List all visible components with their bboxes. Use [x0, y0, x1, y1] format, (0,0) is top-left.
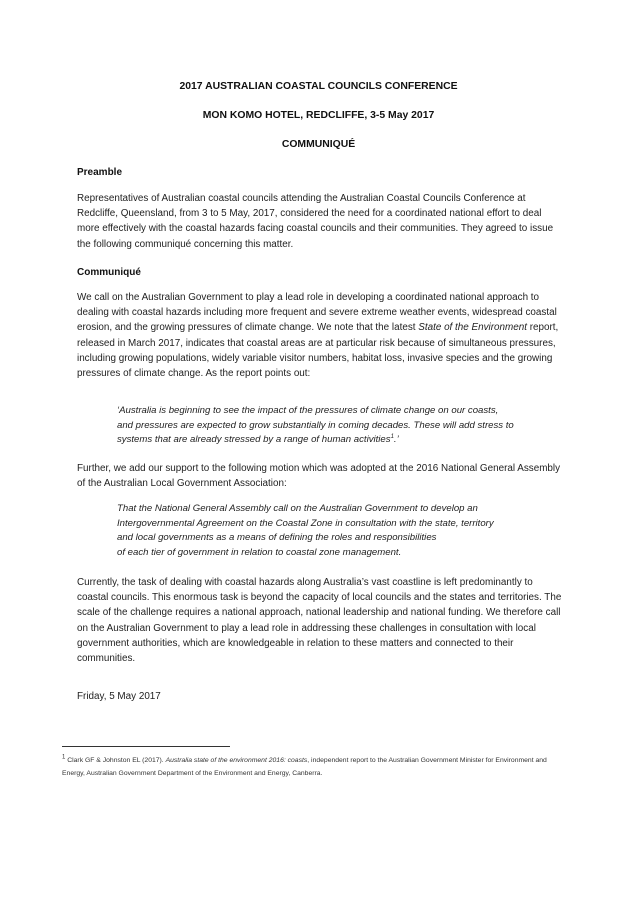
preamble-heading: Preamble — [77, 167, 123, 178]
footnote-rest: , independent report to the Australian Government Minister for Environment and Energy, Australian Government Department of the Environment and Energy, Canberra. — [62, 757, 547, 777]
document-type-heading: COMMUNIQUÉ — [281, 139, 356, 150]
motion-line: That the National General Assembly call on the Australian Government to develop an — [117, 503, 478, 514]
paragraph-1-start: We call on the Australian Government to play a lead role in developing a coordinated national approach to dealing with coastal hazards including more frequent and severe extreme weather events, widespread coastal erosion, and the growing pressures of climate change. We note that the latest — [77, 292, 557, 334]
report-title: State of the Environment — [418, 322, 527, 334]
document-title: 2017 AUSTRALIAN COASTAL COUNCILS CONFERENCE — [179, 81, 458, 92]
quote-line: and pressures are expected to grow substantially in coming decades. These will add stress to — [117, 419, 514, 431]
motion-line: and local governments as a means of defining the roles and responsibilities — [117, 532, 437, 544]
quote-line-text: systems that are already stressed by a range of human activities — [117, 434, 391, 446]
motion-quote — [117, 502, 567, 560]
footnote-divider — [62, 746, 230, 747]
footnote — [62, 755, 562, 780]
motion-line: Intergovernmental Agreement on the Coastal Zone in consultation with the state, territory — [117, 517, 494, 529]
quote-close: .’ — [393, 434, 399, 446]
preamble-paragraph: Representatives of Australian coastal councils attending the Australian Coastal Councils Conference at Redcliffe, Queensland, from 3 to 5 May, 2017, considered the need for a coordinated national effort to deal more effectively with the coastal hazards facing coastal councils and their communities. They agreed to issue the following communiqué concerning this matter. — [77, 193, 554, 250]
communique-paragraph-2: Further, we add our support to the following motion which was adopted at the 2016 National General Assembly of the Australian Local Government Association: — [77, 463, 561, 490]
footnote-reference: 1 — [390, 434, 394, 440]
footnote-report-title: Australia state of the environment 2016: coasts — [165, 757, 308, 764]
communique-paragraph-1 — [77, 290, 563, 381]
report-quote — [117, 404, 567, 448]
motion-line: of each tier of government in relation to coastal zone management. — [117, 546, 402, 558]
footnote-marker: 1 — [62, 754, 66, 761]
footnote-authors: Clark GF & Johnston EL (2017). — [67, 757, 166, 764]
document-subtitle: MON KOMO HOTEL, REDCLIFFE, 3-5 May 2017 — [202, 110, 435, 121]
document-date: Friday, 5 May 2017 — [77, 691, 161, 702]
quote-line — [117, 433, 567, 448]
communique-heading: Communiqué — [77, 267, 141, 278]
paragraph-1-end: report, released in March 2017, indicates that coastal areas are at particular risk because of simultaneous pressures, including growing populations, widely variable visitor numbers, habitat loss, invasive species and the growing pressures of climate change. As the report points out: — [77, 322, 559, 380]
communique-paragraph-3: Currently, the task of dealing with coastal hazards along Australia’s vast coastline is left predominantly to coastal councils. This enormous task is beyond the capacity of local councils and the states and territories. The scale of the challenge requires a national approach, national leadership and national funding. We therefore call on the Australian Government to play a lead role in addressing these challenges in consultation with local government authorities, which are knowledgeable in relation to these matters and connected to their communities. — [77, 577, 562, 665]
quote-line: ‘Australia is beginning to see the impact of the pressures of climate change on our coasts, — [117, 405, 499, 416]
